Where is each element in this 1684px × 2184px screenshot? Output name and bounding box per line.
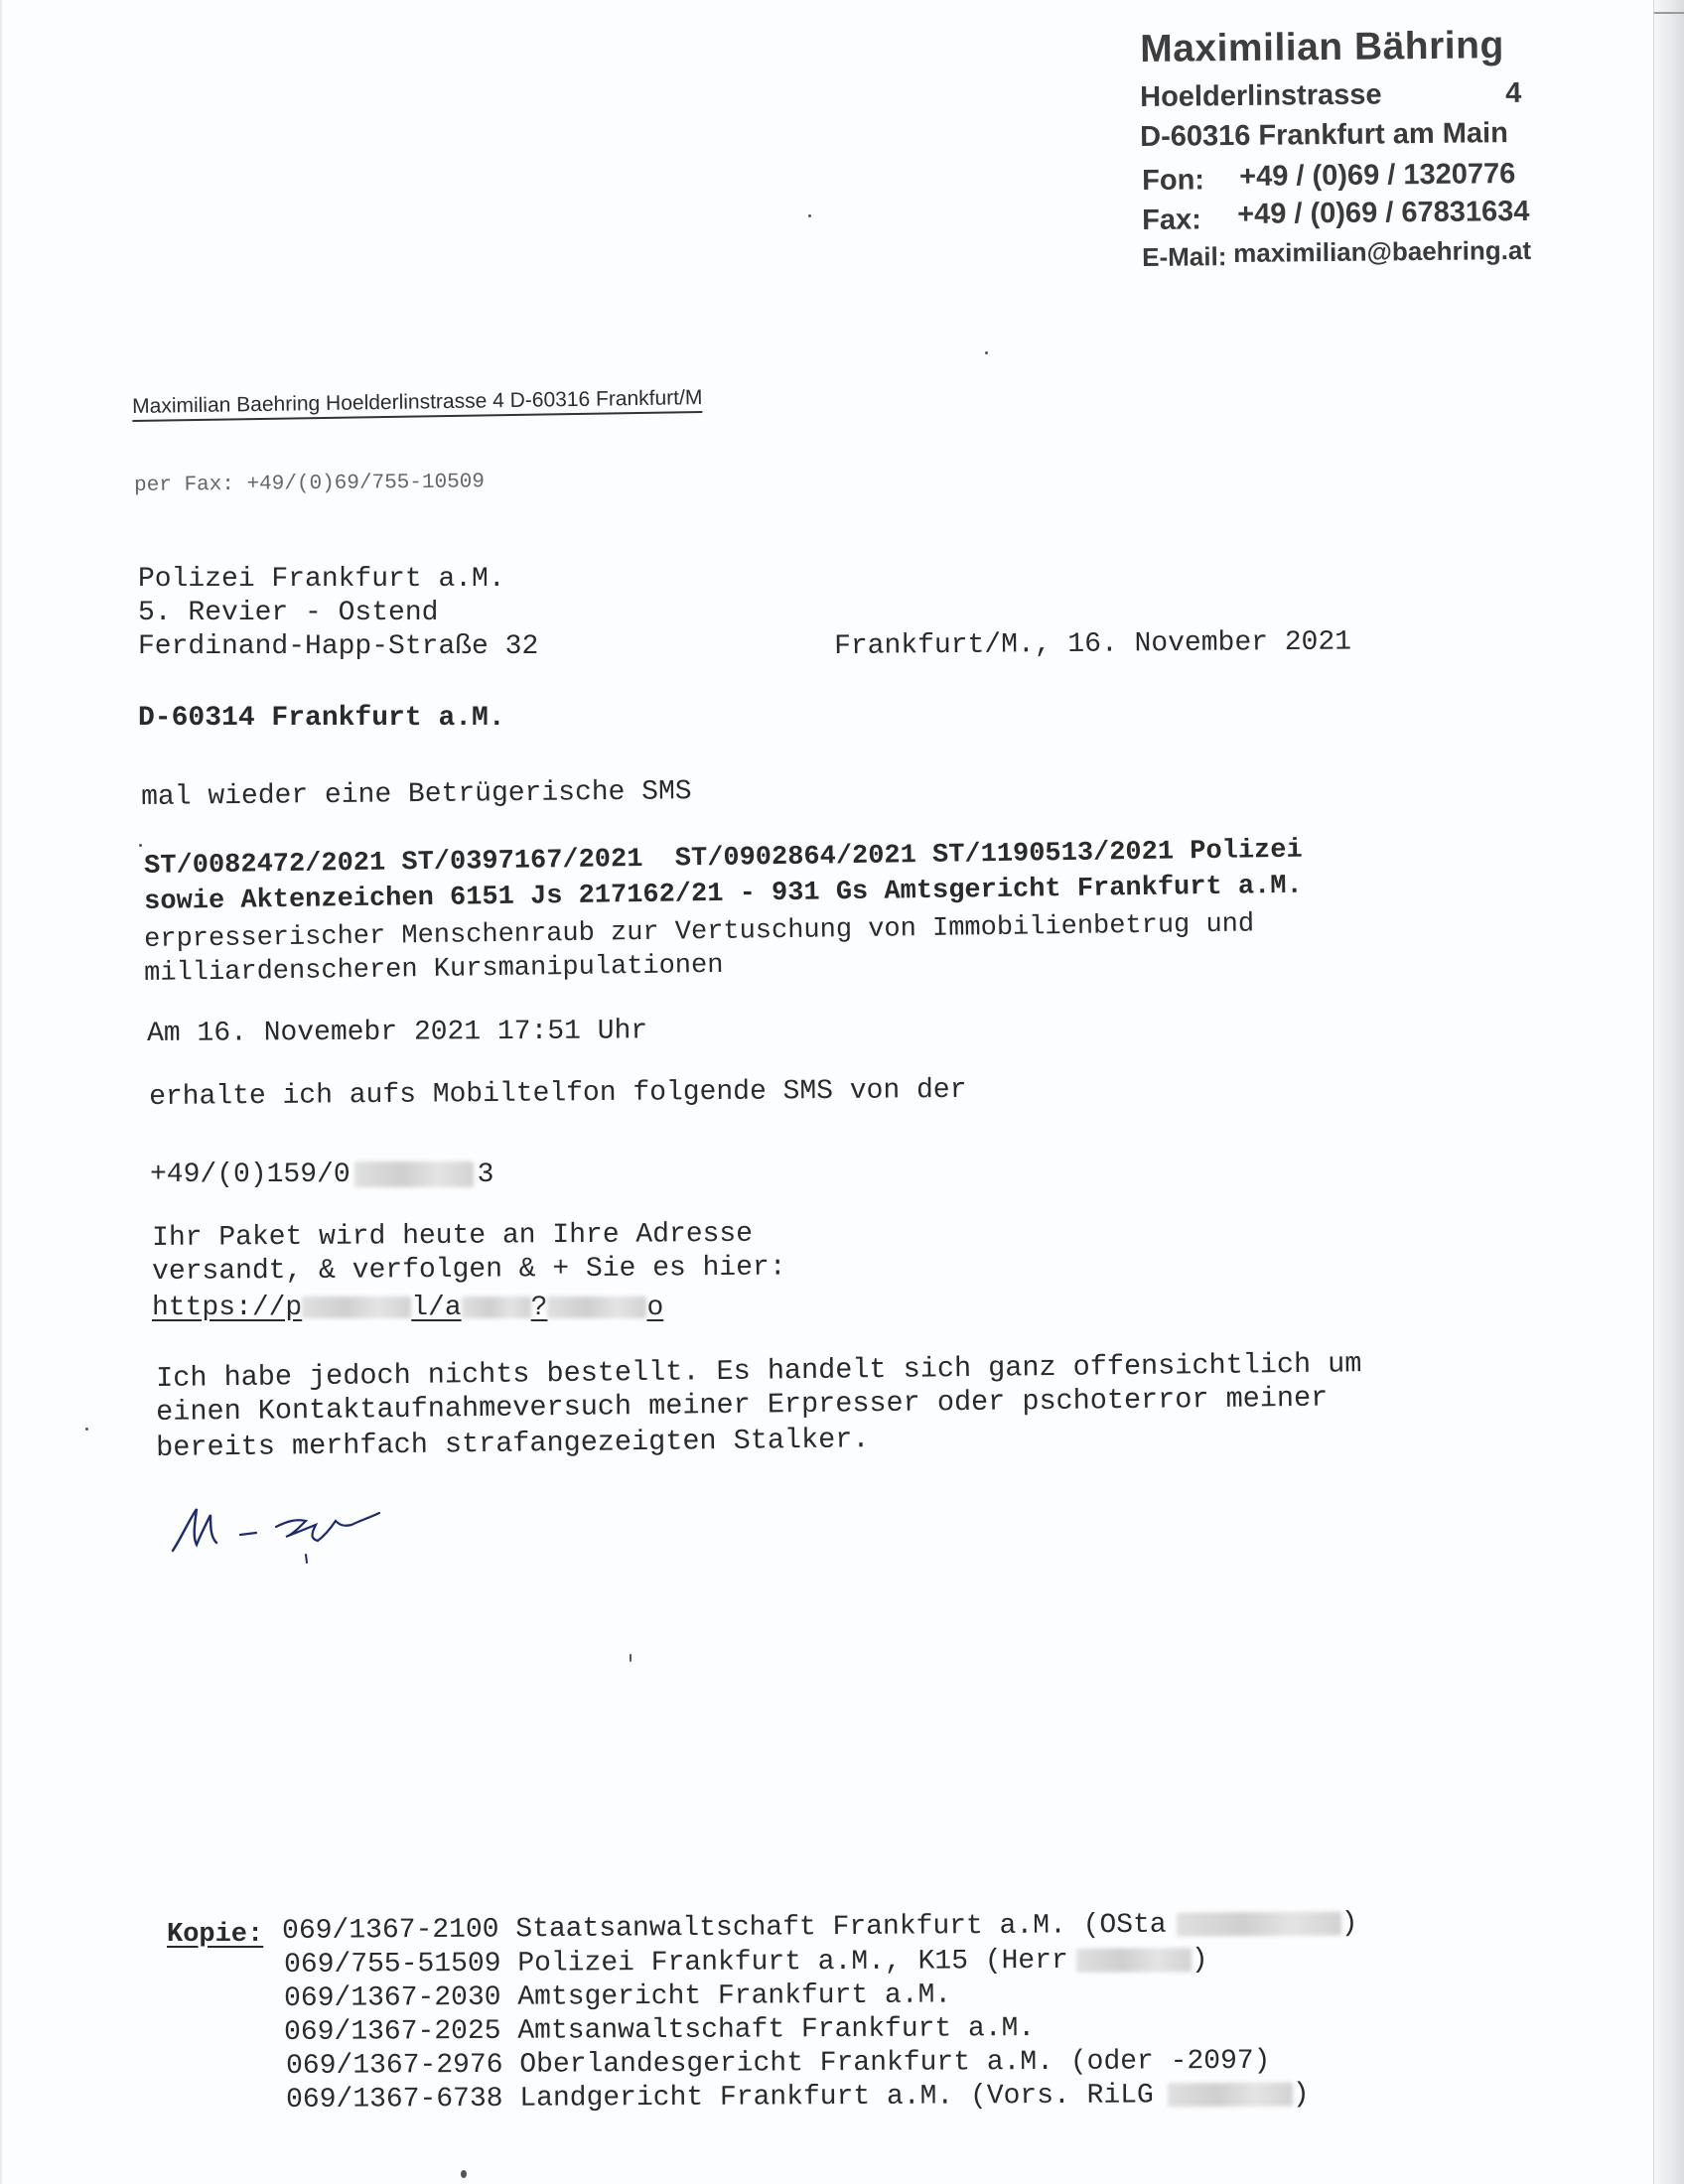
page-corner-mark: [1654, 12, 1684, 14]
sender-phone-prefix: +49/(0)159/0: [150, 1160, 351, 1190]
copy-entry-3: [284, 1979, 951, 2014]
sms-link-part-4: o: [646, 1293, 664, 1323]
copy-entry-6: [286, 2080, 1310, 2116]
copy-entry-1: [282, 1908, 1358, 1947]
copy-recipient: Polizei Frankfurt a.M., K15 (Herr: [517, 1945, 1068, 1979]
copy-recipient: Amtsgericht Frankfurt a.M.: [517, 1979, 952, 2013]
reference-line-3: erpresserischer Menschenraub zur Vertuschung von Immobilienbetrug und: [144, 909, 1255, 955]
closing-line-1: Ich habe jedoch nichts bestellt. Es handelt sich ganz offensichtlich um: [156, 1347, 1362, 1395]
page-right-edge: [1653, 0, 1684, 2184]
redacted-name: [1168, 2082, 1293, 2107]
copy-recipient: Staatsanwaltschaft Frankfurt a.M. (OSta: [515, 1909, 1167, 1946]
scan-speck: [808, 214, 811, 217]
closing-line-3: bereits merhfach strafangezeigten Stalker.: [156, 1423, 870, 1464]
copy-fax-number: 069/755-51509: [284, 1948, 501, 1980]
sender-phone-suffix: 3: [477, 1160, 494, 1190]
redacted-link-segment-2: [462, 1297, 531, 1318]
copy-recipient: Amtsanwaltschaft Frankfurt a.M.: [517, 2013, 1036, 2047]
letterhead-fax-label: Fax:: [1142, 204, 1201, 236]
letterhead-fax: +49 / (0)69 / 67831634: [1237, 195, 1530, 230]
letterhead-phone-label: Fon:: [1142, 164, 1205, 197]
letterhead-phone: +49 / (0)69 / 1320776: [1239, 158, 1516, 193]
letter-subject: mal wieder eine Betrügerische SMS: [141, 776, 692, 813]
sender-phone-number: [150, 1160, 493, 1190]
letterhead-street: Hoelderlinstrasse: [1140, 78, 1382, 113]
recipient-line-3: Ferdinand-Happ-Straße 32: [138, 631, 539, 662]
redacted-name: [1076, 1948, 1192, 1973]
sms-link-part-2: l/a: [411, 1293, 462, 1323]
copy-recipient-tail: ): [1292, 2079, 1310, 2111]
letter-date: Frankfurt/M., 16. November 2021: [834, 626, 1352, 662]
page-left-edge: [0, 0, 2, 2184]
reference-line-2: sowie Aktenzeichen 6151 Js 217162/21 - 931 Gs Amtsgericht Frankfurt a.M.: [144, 871, 1303, 917]
recipient-line-4: D-60314 Frankfurt a.M.: [138, 703, 505, 734]
handwritten-signature: [167, 1491, 425, 1570]
sms-phishing-link: [152, 1293, 663, 1323]
letterhead-city: D-60316 Frankfurt am Main: [1140, 117, 1508, 153]
redacted-link-segment-1: [302, 1297, 411, 1318]
closing-line-2: einen Kontaktaufnahmeversuch meiner Erpresser oder pschoterror meiner: [156, 1381, 1329, 1429]
reference-line-1: ST/0082472/2021 ST/0397167/2021 ST/0902864/2021 ST/1190513/2021 Polizei: [144, 835, 1303, 882]
copy-recipient: Landgericht Frankfurt a.M. (Vors. RiLG: [519, 2080, 1154, 2115]
copy-fax-number: 069/1367-6738: [286, 2083, 503, 2116]
copy-fax-number: 069/1367-2100: [282, 1914, 499, 1947]
copy-recipient-tail: ): [1191, 1945, 1208, 1977]
scan-speck: [461, 2170, 467, 2178]
reference-line-4: milliardenscheren Kursmanipulationen: [144, 950, 724, 989]
copy-entry-2: [284, 1945, 1208, 1980]
letterhead-email: maximilian@baehring.at: [1233, 234, 1532, 268]
copy-fax-number: 069/1367-2030: [284, 1981, 501, 2014]
fax-delivery-line: per Fax: +49/(0)69/755-10509: [134, 471, 486, 497]
scan-speck: [985, 351, 988, 354]
redacted-phone-digits: [354, 1161, 474, 1187]
copy-entry-5: [286, 2046, 1271, 2082]
redacted-name: [1177, 1911, 1341, 1936]
recipient-line-2: 5. Revier - Ostend: [138, 598, 439, 628]
copy-fax-number: 069/1367-2025: [284, 2015, 501, 2048]
sender-return-address: Maximilian Baehring Hoelderlinstrasse 4 D-60316 Frankfurt/M: [132, 386, 703, 422]
recipient-line-1: Polizei Frankfurt a.M.: [138, 564, 505, 595]
copies-label: Kopie:: [167, 1920, 264, 1950]
sms-text-line-1: Ihr Paket wird heute an Ihre Adresse: [152, 1218, 754, 1254]
scan-speck: [139, 844, 142, 847]
sms-link-part-1: https://p: [152, 1293, 303, 1323]
copy-recipient-tail: ): [1340, 1908, 1358, 1940]
sms-link-part-3: ?: [530, 1293, 548, 1323]
sms-text-line-2: versandt, & verfolgen & + Sie es hier:: [152, 1252, 786, 1288]
letterhead-email-label: E-Mail:: [1142, 241, 1227, 272]
copy-recipient: Oberlandesgericht Frankfurt a.M. (oder -2097): [519, 2045, 1271, 2081]
letterhead-house-number: 4: [1505, 76, 1522, 109]
letterhead-name: Maximilian Bähring: [1140, 24, 1505, 70]
scan-speck: [630, 1654, 632, 1662]
copy-entry-4: [284, 2013, 1035, 2048]
redacted-link-segment-3: [547, 1297, 646, 1318]
copy-fax-number: 069/1367-2976: [286, 2049, 503, 2082]
sms-timestamp: Am 16. Novemebr 2021 17:51 Uhr: [147, 1016, 648, 1049]
scan-speck: [85, 1428, 88, 1431]
sms-received-line: erhalte ich aufs Mobiltelfon folgende SMS von der: [149, 1074, 967, 1113]
